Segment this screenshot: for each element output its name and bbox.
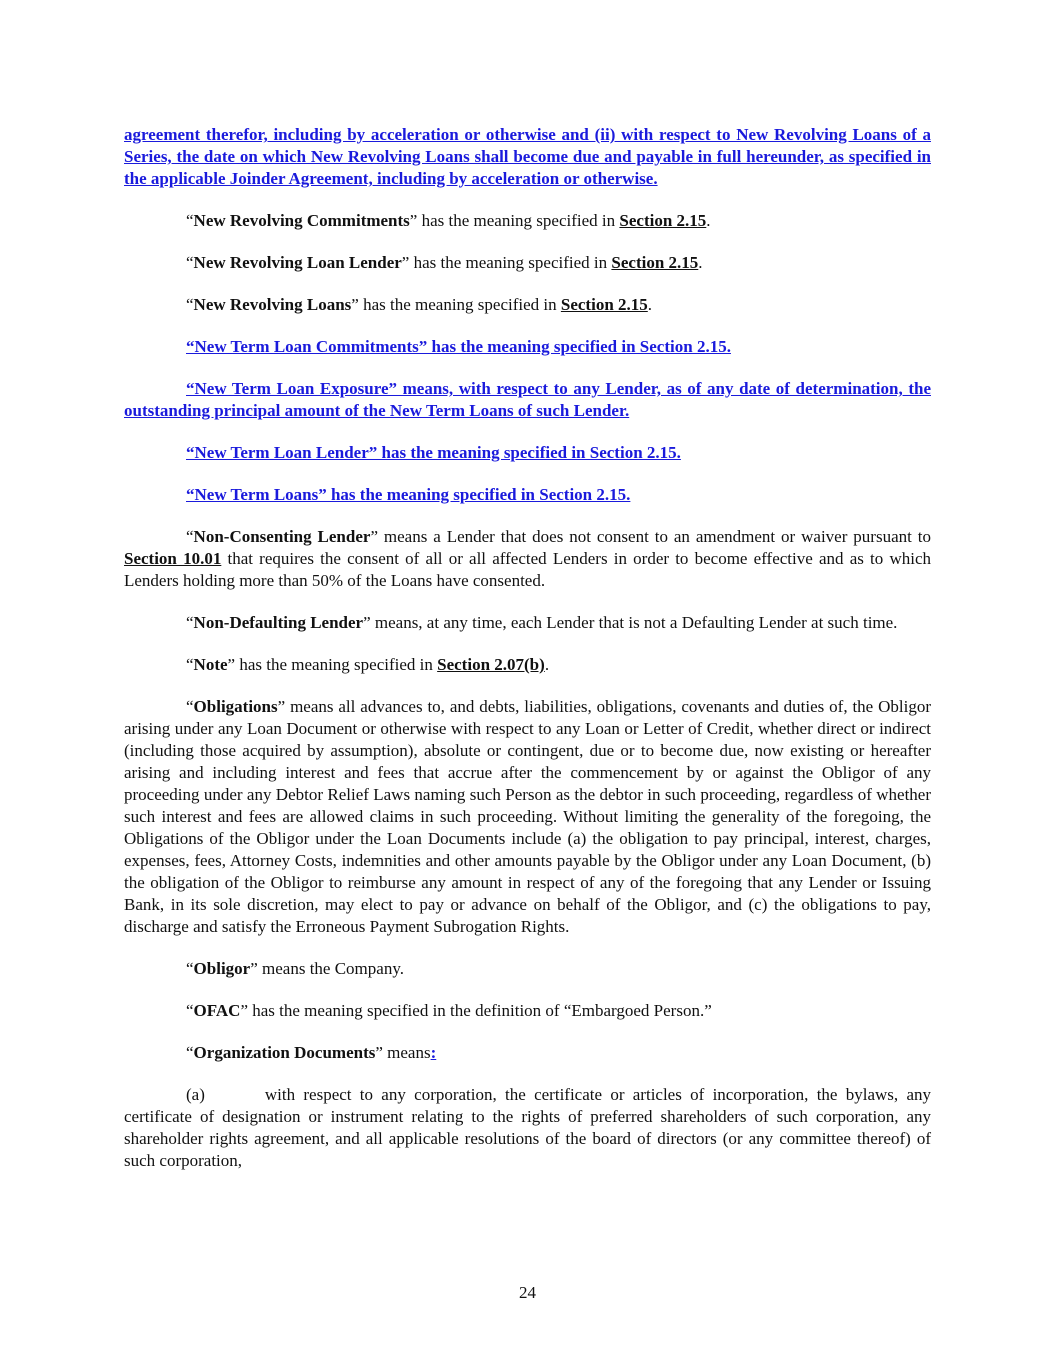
definition-new-revolving-loan-lender: “New Revolving Loan Lender” has the meaning specified in Section 2.15. (186, 253, 703, 272)
section-reference: Section 2.15 (611, 253, 699, 272)
defined-term: New Revolving Commitments (193, 211, 410, 230)
clause-text: with respect to any corporation, the certificate or articles of incorporation, the bylaws, any certificate of designation or instrument relating to the rights of preferred shareholders of such corporation, any shareholder rights agreement, and all applicable resolutions of the board of directors (or any committee thereof) of such corporation, (124, 1085, 931, 1170)
inserted-colon: : (430, 1043, 437, 1062)
defined-term: New Revolving Loan Lender (193, 253, 402, 272)
definition-new-term-loan-exposure-inserted: “New Term Loan Exposure” means, with respect to any Lender, as of any date of determination, the outstanding principal amount of the New Term Loans of such Lender. (124, 379, 931, 420)
defined-term: Non-Consenting Lender (193, 527, 371, 546)
section-reference: Section 2.07(b) (437, 655, 545, 674)
defined-term: OFAC (193, 1001, 241, 1020)
section-reference: Section 2.15 (619, 211, 707, 230)
definition-note: “Note” has the meaning specified in Section 2.07(b). (186, 655, 550, 674)
definition-non-defaulting-lender: “Non-Defaulting Lender” means, at any time, each Lender that is not a Defaulting Lender at such time. (186, 613, 898, 632)
section-reference: Section 2.15 (560, 295, 648, 314)
defined-term: Note (193, 655, 228, 674)
section-reference: Section 10.01 (124, 549, 222, 568)
definition-ofac: “OFAC” has the meaning specified in the definition of “Embargoed Person.” (186, 1001, 712, 1020)
defined-term: Organization Documents (193, 1043, 376, 1062)
definition-organization-documents: “Organization Documents” means: (186, 1043, 437, 1062)
definition-new-revolving-loans: “New Revolving Loans” has the meaning specified in Section 2.15. (186, 295, 653, 314)
defined-term: Obligations (193, 697, 278, 716)
definition-obligations: “Obligations” means all advances to, and debts, liabilities, obligations, covenants and duties of, the Obligor arising under any Loan Document or otherwise with respect to any Loan or Letter of Credit, whether direct or indirect (including those acquired by assumption), absolute or contingent, due or to become due, now existing or hereafter arising and including interest and fees that accrue after the commencement by or against the Obligor of any proceeding under any Debtor Relief Laws naming such Person as the debtor in such proceeding, regardless of whether such interest and fees are allowed claims in such proceeding. Without limiting the generality of the foregoing, the Obligations of the Obligor under the Loan Documents include (a) the obligation to pay principal, interest, charges, expenses, fees, Attorney Costs, indemnities and other amounts payable by the Obligor under any Loan Document, (b) the obligation of the Obligor to reimburse any amount in respect of any of the foregoing that any Lender or Issuing Bank, in its sole discretion, may elect to pay or advance on behalf of the Obligor, and (c) the obligations to pay, discharge and satisfy the Erroneous Payment Subrogation Rights. (124, 697, 931, 936)
continued-paragraph-inserted: agreement therefor, including by acceleration or otherwise and (ii) with respect to New Revolving Loans of a Series, the date on which New Revolving Loans shall become due and payable in full hereunder, as specified in the applicable Joinder Agreement, including by acceleration or otherwise. (124, 125, 931, 188)
document-page (124, 124, 931, 1192)
definition-new-term-loan-lender-inserted: “New Term Loan Lender” has the meaning specified in Section 2.15. (186, 443, 681, 462)
definition-new-term-loans-inserted: “New Term Loans” has the meaning specified in Section 2.15. (186, 485, 631, 504)
definition-non-consenting-lender: “Non-Consenting Lender” means a Lender that does not consent to an amendment or waiver pursuant to Section 10.01 that requires the consent of all or all affected Lenders in order to become effective and as to which Lenders holding more than 50% of the Loans have consented. (124, 527, 931, 590)
definition-new-term-loan-commitments-inserted: “New Term Loan Commitments” has the meaning specified in Section 2.15. (186, 337, 731, 356)
defined-term: New Revolving Loans (193, 295, 352, 314)
definition-new-revolving-commitments: “New Revolving Commitments” has the meaning specified in Section 2.15. (186, 211, 711, 230)
page-number: 24 (519, 1283, 536, 1302)
defined-term: Non-Defaulting Lender (193, 613, 364, 632)
defined-term: Obligor (193, 959, 251, 978)
clause-a (124, 1084, 931, 1172)
definition-obligor: “Obligor” means the Company. (186, 959, 404, 978)
clause-label: (a) (186, 1085, 205, 1104)
